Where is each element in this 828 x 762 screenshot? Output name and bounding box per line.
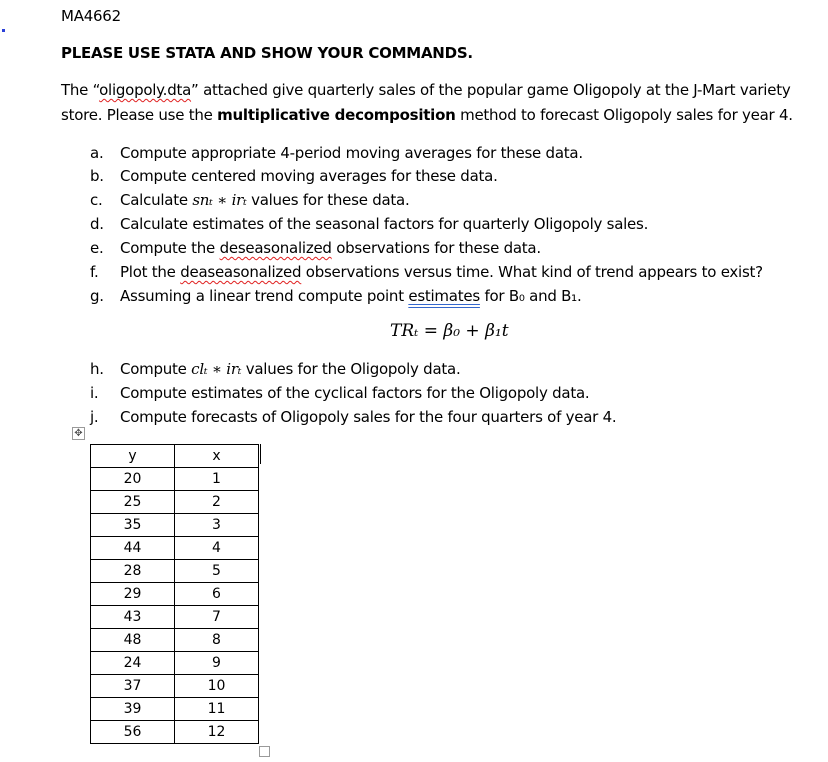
cell-x[interactable]: 9	[175, 652, 259, 675]
task-label: h.	[90, 360, 104, 378]
table-header-row	[91, 445, 259, 468]
table-row	[91, 514, 259, 537]
task-text: for B₀ and B₁.	[479, 287, 582, 305]
task-e	[90, 238, 541, 258]
task-i	[90, 383, 589, 403]
course-code: MA4662	[61, 7, 121, 25]
task-text: Calculate estimates of the seasonal factors for quarterly Oligopoly sales.	[120, 215, 649, 233]
method-name: multiplicative decomposition	[217, 106, 456, 124]
cell-y[interactable]: 39	[91, 698, 175, 721]
intro-line-1	[61, 80, 790, 100]
data-table	[90, 444, 259, 744]
cell-x[interactable]: 4	[175, 537, 259, 560]
task-label: c.	[90, 191, 103, 209]
task-h	[90, 359, 460, 379]
trend-equation: TRₜ = β₀ + β₁t	[390, 321, 509, 341]
task-text: Compute centered moving averages for these data.	[120, 167, 498, 185]
intro-text: The “	[61, 81, 100, 99]
task-g	[90, 286, 581, 306]
table-row	[91, 675, 259, 698]
cell-y[interactable]: 20	[91, 468, 175, 491]
math-cl-ir: clₜ ∗ irₜ	[191, 360, 242, 378]
task-label: f.	[90, 263, 99, 281]
cell-x[interactable]: 2	[175, 491, 259, 514]
cell-y[interactable]: 43	[91, 606, 175, 629]
table-resize-handle[interactable]	[259, 746, 270, 757]
instruction-heading: PLEASE USE STATA AND SHOW YOUR COMMANDS.	[61, 44, 473, 62]
task-text: observations versus time. What kind of trend appears to exist?	[301, 263, 763, 281]
text-cursor	[260, 444, 261, 464]
cell-x[interactable]: 12	[175, 721, 259, 744]
cell-y[interactable]: 37	[91, 675, 175, 698]
task-j	[90, 407, 616, 427]
task-label: a.	[90, 144, 104, 162]
table-row	[91, 560, 259, 583]
task-label: e.	[90, 239, 104, 257]
task-text: observations for these data.	[331, 239, 541, 257]
task-text: values for the Oligopoly data.	[241, 360, 461, 378]
paragraph-mark-dot	[2, 29, 5, 32]
filename-misspelled[interactable]: oligopoly.dta	[99, 81, 192, 99]
table-row	[91, 698, 259, 721]
task-text: Compute forecasts of Oligopoly sales for the four quarters of year 4.	[120, 408, 617, 426]
task-label: b.	[90, 167, 104, 185]
cell-y[interactable]: 24	[91, 652, 175, 675]
header-y[interactable]: y	[91, 445, 175, 468]
table-row	[91, 721, 259, 744]
table-row	[91, 606, 259, 629]
table-row	[91, 491, 259, 514]
header-x[interactable]: x	[175, 445, 259, 468]
task-a	[90, 143, 583, 163]
task-text: Compute estimates of the cyclical factors for the Oligopoly data.	[120, 384, 590, 402]
table-row	[91, 583, 259, 606]
table-move-handle-icon[interactable]: ✥	[72, 427, 85, 440]
cell-y[interactable]: 35	[91, 514, 175, 537]
task-label: g.	[90, 287, 104, 305]
task-c	[90, 190, 410, 210]
cell-x[interactable]: 11	[175, 698, 259, 721]
table-row	[91, 652, 259, 675]
cell-y[interactable]: 25	[91, 491, 175, 514]
task-text: Compute the	[120, 239, 220, 257]
cell-x[interactable]: 10	[175, 675, 259, 698]
task-text: Compute	[120, 360, 192, 378]
task-text: Assuming a linear trend compute point	[120, 287, 409, 305]
table-row	[91, 468, 259, 491]
cell-y[interactable]: 29	[91, 583, 175, 606]
cell-x[interactable]: 8	[175, 629, 259, 652]
cell-y[interactable]: 44	[91, 537, 175, 560]
intro-text: store. Please use the	[61, 106, 218, 124]
task-f	[90, 262, 763, 282]
task-text: Plot the	[120, 263, 181, 281]
intro-text: method to forecast Oligopoly sales for year 4.	[455, 106, 793, 124]
cell-x[interactable]: 6	[175, 583, 259, 606]
cell-x[interactable]: 7	[175, 606, 259, 629]
task-text: Calculate	[120, 191, 193, 209]
cell-x[interactable]: 1	[175, 468, 259, 491]
intro-text: ” attached give quarterly sales of the popular game Oligopoly at the J-Mart variety	[191, 81, 791, 99]
task-text: Compute appropriate 4-period moving averages for these data.	[120, 144, 583, 162]
task-label: d.	[90, 215, 104, 233]
task-label: i.	[90, 384, 99, 402]
task-b	[90, 166, 498, 186]
table-row	[91, 537, 259, 560]
spelling-flag[interactable]: deseasonalized	[219, 239, 332, 257]
task-text: values for these data.	[246, 191, 410, 209]
grammar-flag[interactable]: estimates	[408, 287, 480, 305]
math-sn-ir: snₜ ∗ irₜ	[192, 191, 247, 209]
task-d	[90, 214, 648, 234]
cell-y[interactable]: 48	[91, 629, 175, 652]
table-row	[91, 629, 259, 652]
cell-x[interactable]: 3	[175, 514, 259, 537]
cell-y[interactable]: 56	[91, 721, 175, 744]
intro-line-2	[61, 105, 793, 125]
cell-y[interactable]: 28	[91, 560, 175, 583]
task-label: j.	[90, 408, 99, 426]
cell-x[interactable]: 5	[175, 560, 259, 583]
spelling-flag[interactable]: deaseasonalized	[180, 263, 302, 281]
